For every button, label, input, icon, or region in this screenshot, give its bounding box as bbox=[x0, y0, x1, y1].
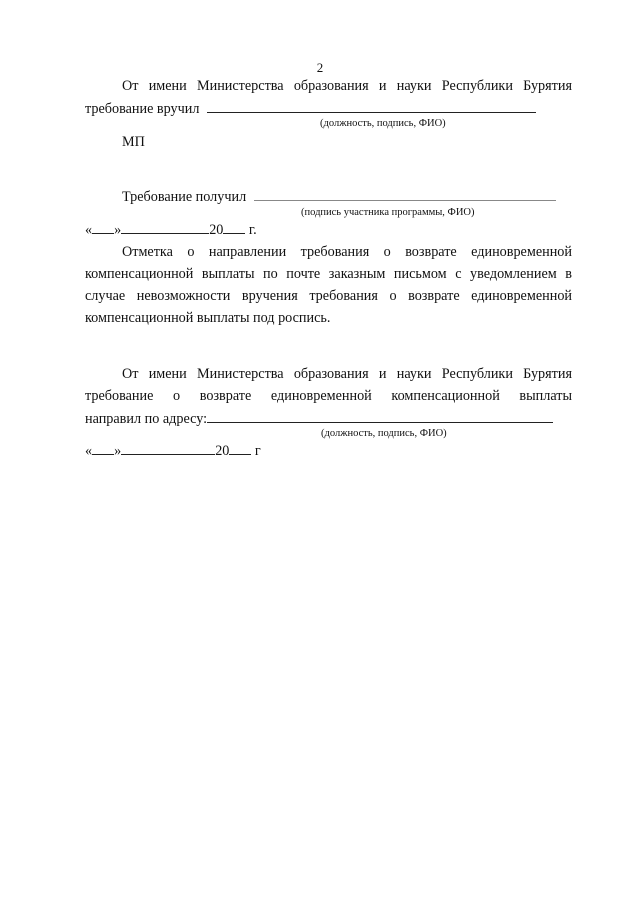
date-open-quote: « bbox=[85, 222, 93, 238]
received-label: Требование получил bbox=[122, 189, 247, 205]
received-line bbox=[85, 186, 572, 207]
sender-line-1: От имени Министерства образования и науки Республики Бурятия bbox=[122, 366, 572, 382]
sent-to-address-label: направил по адресу: bbox=[85, 411, 208, 427]
received-hint: (подпись участника программы, ФИО) bbox=[301, 207, 475, 218]
page-number: 2 bbox=[316, 60, 324, 75]
stamp-mark: МП bbox=[122, 134, 145, 150]
sent-to-address-blank[interactable] bbox=[207, 408, 553, 423]
note-line-2: компенсационной выплаты по почте заказным письмом с уведомлением в bbox=[85, 266, 572, 282]
sender-line-2: требование о возврате единовременной компенсационной выплаты bbox=[85, 388, 572, 404]
date-suffix: г bbox=[254, 443, 261, 459]
issuer-line-2 bbox=[85, 98, 572, 119]
note-line-1: Отметка о направлении требования о возврате единовременной bbox=[122, 244, 572, 260]
sender-hint: (должность, подпись, ФИО) bbox=[321, 428, 447, 439]
date-year-prefix: 20 bbox=[209, 222, 224, 238]
handed-over-blank-1[interactable] bbox=[207, 98, 308, 113]
date-year-blank[interactable] bbox=[223, 219, 245, 234]
handed-over-label: требование вручил bbox=[85, 101, 200, 117]
date-year-blank[interactable] bbox=[229, 440, 251, 455]
sender-date bbox=[85, 440, 572, 461]
date-day-blank[interactable] bbox=[92, 219, 114, 234]
note-line-3: случае невозможности вручения требования о возврате единовременной bbox=[85, 288, 572, 304]
issuer-line-1: От имени Министерства образования и науки Республики Бурятия bbox=[122, 78, 572, 94]
note-line-4: компенсационной выплаты под роспись. bbox=[85, 310, 331, 326]
date-month-blank[interactable] bbox=[121, 219, 209, 234]
date-open-quote: « bbox=[85, 443, 93, 459]
handed-over-hint: (должность, подпись, ФИО) bbox=[320, 118, 446, 129]
date-suffix: г. bbox=[248, 222, 257, 238]
date-month-blank[interactable] bbox=[121, 440, 215, 455]
date-year-prefix: 20 bbox=[215, 443, 230, 459]
date-close-quote: » bbox=[114, 443, 122, 459]
date-close-quote: » bbox=[114, 222, 122, 238]
received-blank[interactable] bbox=[254, 186, 556, 201]
handed-over-blank-2[interactable] bbox=[308, 98, 536, 113]
received-date bbox=[85, 219, 572, 240]
sender-line-3 bbox=[85, 408, 572, 429]
date-day-blank[interactable] bbox=[92, 440, 114, 455]
